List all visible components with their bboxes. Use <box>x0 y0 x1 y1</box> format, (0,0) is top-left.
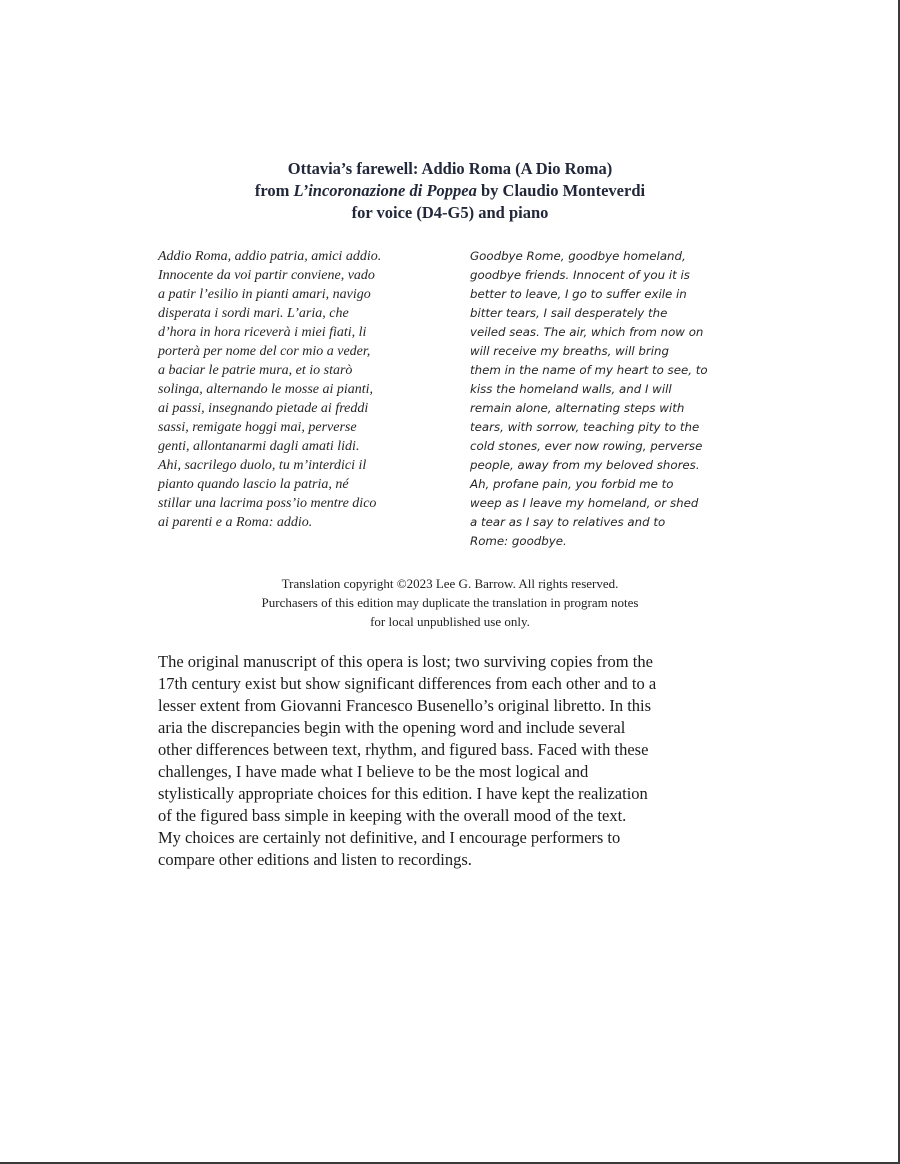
copyright-notice <box>0 574 900 631</box>
english-lyric-line: cold stones, ever now rowing, perverse <box>470 439 703 453</box>
english-lyric-line: them in the name of my heart to see, to <box>470 363 708 377</box>
english-lyric-line: bitter tears, I sail desperately the <box>470 306 668 320</box>
italian-lyric-line: genti, allontanarmi dagli amati lidi. <box>158 439 360 454</box>
notes-line: aria the discrepancies begin with the opening word and include several <box>158 718 626 737</box>
notes-line: The original manuscript of this opera is lost; two surviving copies from the <box>158 652 653 671</box>
copyright-line-1: Translation copyright ©2023 Lee G. Barrow. All rights reserved. <box>281 576 619 591</box>
title-from: from <box>254 181 294 200</box>
italian-lyric-line: Innocente da voi partir conviene, vado <box>158 268 375 283</box>
italian-lyrics <box>158 247 448 532</box>
notes-line: compare other editions and listen to recordings. <box>158 850 472 869</box>
italian-lyric-line: Addio Roma, addio patria, amici addio. <box>158 249 382 264</box>
english-lyric-line: better to leave, I go to suffer exile in <box>470 287 687 301</box>
english-lyric-line: remain alone, alternating steps with <box>470 401 685 415</box>
italian-lyric-line: ai passi, insegnando pietade ai freddi <box>158 401 369 416</box>
notes-line: of the figured bass simple in keeping with the overall mood of the text. <box>158 806 627 825</box>
italian-lyric-line: disperata i sordi mari. L’aria, che <box>158 306 349 321</box>
english-lyric-line: kiss the homeland walls, and I will <box>470 382 672 396</box>
english-lyric-line: weep as I leave my homeland, or shed <box>470 496 699 510</box>
title-line-1: Ottavia’s farewell: Addio Roma (A Dio Roma) <box>287 159 613 178</box>
italian-lyric-line: stillar una lacrima poss’io mentre dico <box>158 496 377 511</box>
italian-lyric-line: porterà per nome del cor mio a veder, <box>158 344 371 359</box>
italian-lyric-line: solinga, alternando le mosse ai pianti, <box>158 382 374 397</box>
italian-lyric-line: pianto quando lascio la patria, né <box>158 477 349 492</box>
italian-lyric-line: d’hora in hora riceverà i miei fiati, li <box>158 325 367 340</box>
notes-line: 17th century exist but show significant differences from each other and to a <box>158 674 657 693</box>
italian-lyric-line: Ahi, sacrilego duolo, tu m’interdici il <box>158 458 367 473</box>
opera-title: L’incoronazione di Poppea <box>293 181 477 200</box>
copyright-line-3: for local unpublished use only. <box>370 614 530 629</box>
english-lyric-line: a tear as I say to relatives and to <box>470 515 666 529</box>
english-lyric-line: goodbye friends. Innocent of you it is <box>470 268 690 282</box>
english-lyric-line: Goodbye Rome, goodbye homeland, <box>470 249 686 263</box>
italian-lyric-line: sassi, remigate hoggi mai, perverse <box>158 420 357 435</box>
english-translation <box>470 247 745 551</box>
title-line-3: for voice (D4-G5) and piano <box>351 203 549 222</box>
title-composer: by Claudio Monteverdi <box>476 181 646 200</box>
italian-lyric-line: a baciar le patrie mura, et io starò <box>158 363 353 378</box>
english-lyric-line: tears, with sorrow, teaching pity to the <box>470 420 700 434</box>
title-line-2 <box>0 180 900 202</box>
notes-line: My choices are certainly not definitive, and I encourage performers to <box>158 828 621 847</box>
english-lyric-line: will receive my breaths, will bring <box>470 344 669 358</box>
english-lyric-line: veiled seas. The air, which from now on <box>470 325 704 339</box>
notes-line: challenges, I have made what I believe to be the most logical and <box>158 762 589 781</box>
title-block <box>0 158 900 224</box>
italian-lyric-line: a patir l’esilio in pianti amari, navigo <box>158 287 371 302</box>
english-lyric-line: Ah, profane pain, you forbid me to <box>470 477 674 491</box>
notes-line: other differences between text, rhythm, and figured bass. Faced with these <box>158 740 649 759</box>
italian-lyric-line: ai parenti e a Roma: addio. <box>158 515 313 530</box>
copyright-line-2: Purchasers of this edition may duplicate the translation in program notes <box>261 595 639 610</box>
english-lyric-line: Rome: goodbye. <box>470 534 567 548</box>
english-lyric-line: people, away from my beloved shores. <box>470 458 700 472</box>
editorial-notes <box>158 651 758 871</box>
notes-line: stylistically appropriate choices for this edition. I have kept the realization <box>158 784 648 803</box>
notes-line: lesser extent from Giovanni Francesco Busenello’s original libretto. In this <box>158 696 652 715</box>
